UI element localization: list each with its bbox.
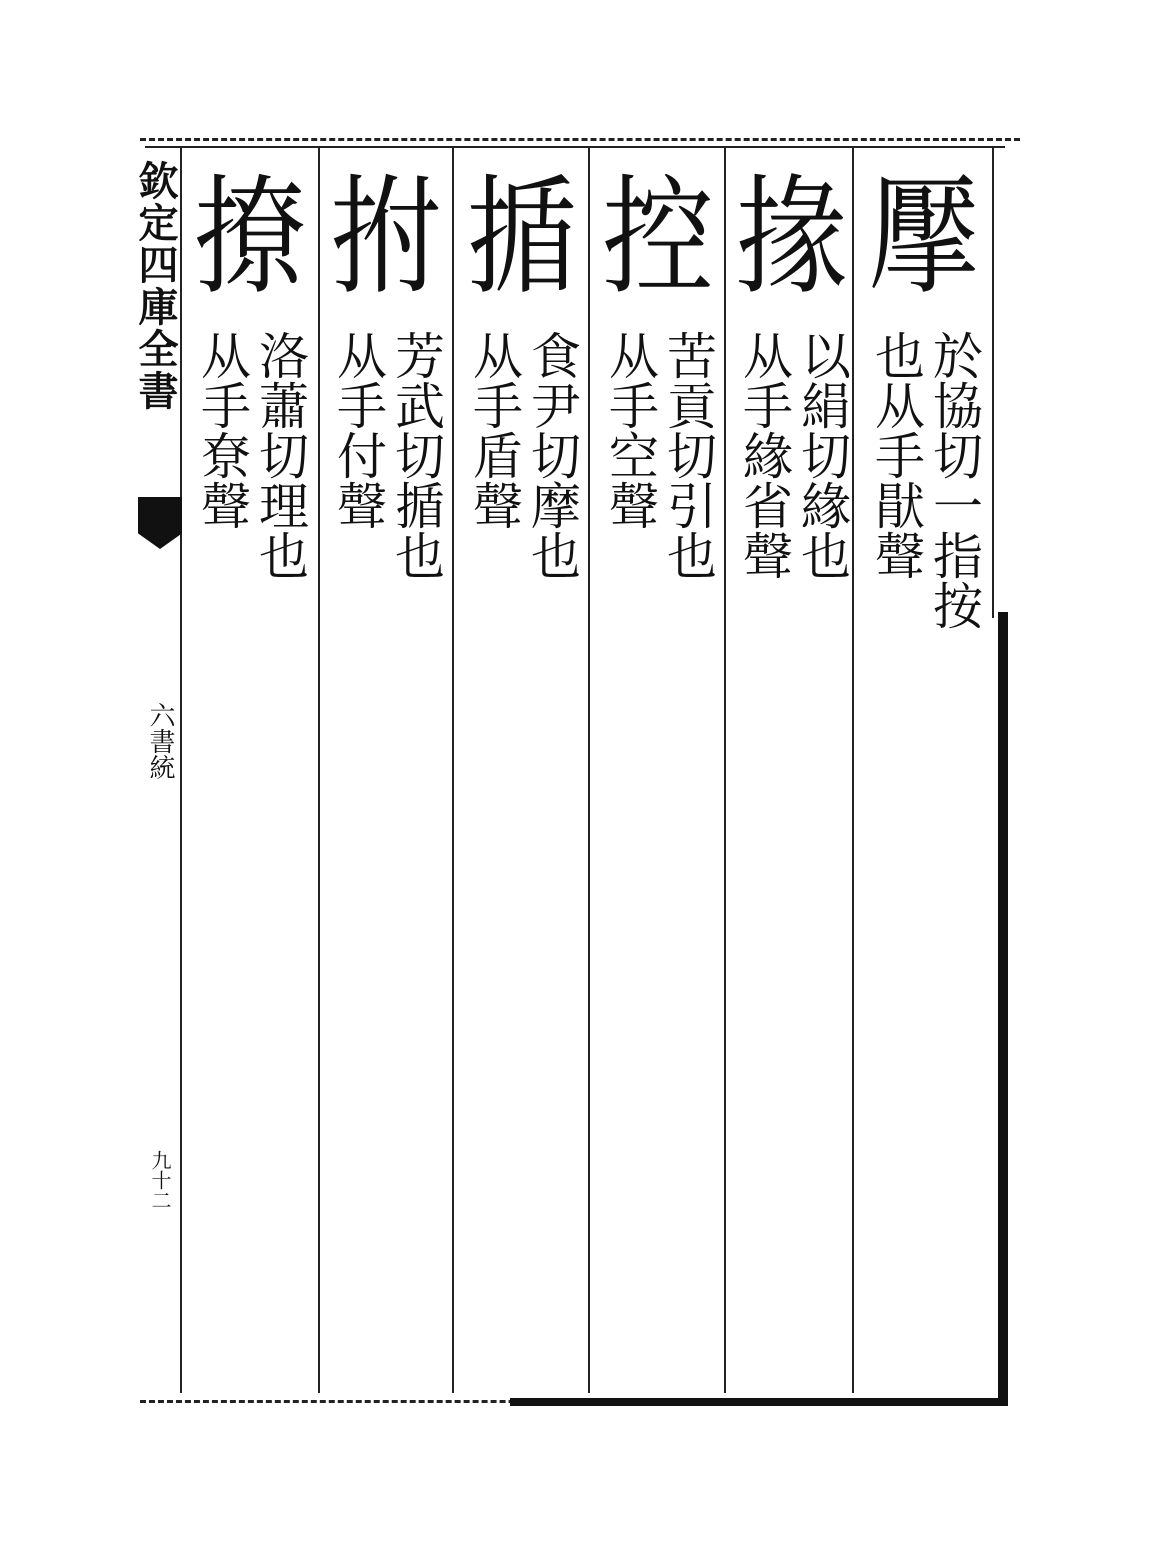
- gloss-left: [600, 330, 660, 530]
- gloss-left: [328, 330, 388, 530]
- seal-character: 掾: [736, 163, 848, 313]
- entry-column: [858, 155, 990, 1385]
- gloss-right: [522, 330, 582, 580]
- gloss-left: [464, 330, 524, 530]
- gloss-text: 从手盾聲: [465, 330, 523, 530]
- column-divider: [452, 148, 454, 1393]
- page-number-text: 九十二: [148, 1150, 172, 1210]
- seal-character: 控: [602, 163, 714, 313]
- frame-left-border: [180, 148, 182, 1393]
- gloss-text: 於協切一指按: [925, 330, 983, 630]
- entry-column: [592, 155, 724, 1385]
- gloss-left: [734, 330, 794, 580]
- entry-column: [184, 155, 316, 1385]
- gloss-text: 从手空聲: [601, 330, 659, 530]
- gloss-right: [250, 330, 310, 580]
- gloss-right: [658, 330, 718, 580]
- gloss-text: 苦貢切引也: [659, 330, 717, 580]
- frame-top-border: [140, 138, 1020, 141]
- gloss-text: 食尹切摩也: [523, 330, 581, 580]
- frame-top-inner-border: [145, 146, 1005, 148]
- gloss-right: [386, 330, 446, 580]
- frame-right-thick-border: [998, 612, 1008, 1406]
- gloss-text: 洛蕭切理也: [251, 330, 309, 580]
- section-title-text: 六書統: [145, 702, 175, 780]
- entry-column: [726, 155, 858, 1385]
- seal-character: 撩: [194, 163, 306, 313]
- seal-character: 拊: [330, 163, 442, 313]
- column-divider: [992, 148, 994, 618]
- gloss-right: [924, 330, 984, 630]
- seal-character: 揗: [466, 163, 578, 313]
- fish-tail-mark: [138, 497, 182, 549]
- gloss-right: [792, 330, 852, 580]
- entry-column: [320, 155, 452, 1385]
- book-title-text: 欽定四庫全書: [132, 160, 179, 412]
- gloss-text: 从手付聲: [329, 330, 387, 530]
- gloss-text: 从手尞聲: [193, 330, 251, 530]
- gloss-text: 芳武切揗也: [387, 330, 445, 580]
- gloss-left: [866, 330, 926, 580]
- gloss-text: 从手緣省聲: [735, 330, 793, 580]
- gloss-text: 也从手猒聲: [867, 330, 925, 580]
- seal-character: 擪: [868, 163, 980, 313]
- page-number: [142, 1150, 178, 1210]
- frame-bottom-thick-border: [510, 1398, 1005, 1406]
- book-title: [132, 160, 178, 412]
- section-title: [142, 702, 178, 780]
- gloss-text: 以絹切緣也: [793, 330, 851, 580]
- gloss-left: [192, 330, 252, 530]
- column-divider: [588, 148, 590, 1393]
- entry-column: [456, 155, 588, 1385]
